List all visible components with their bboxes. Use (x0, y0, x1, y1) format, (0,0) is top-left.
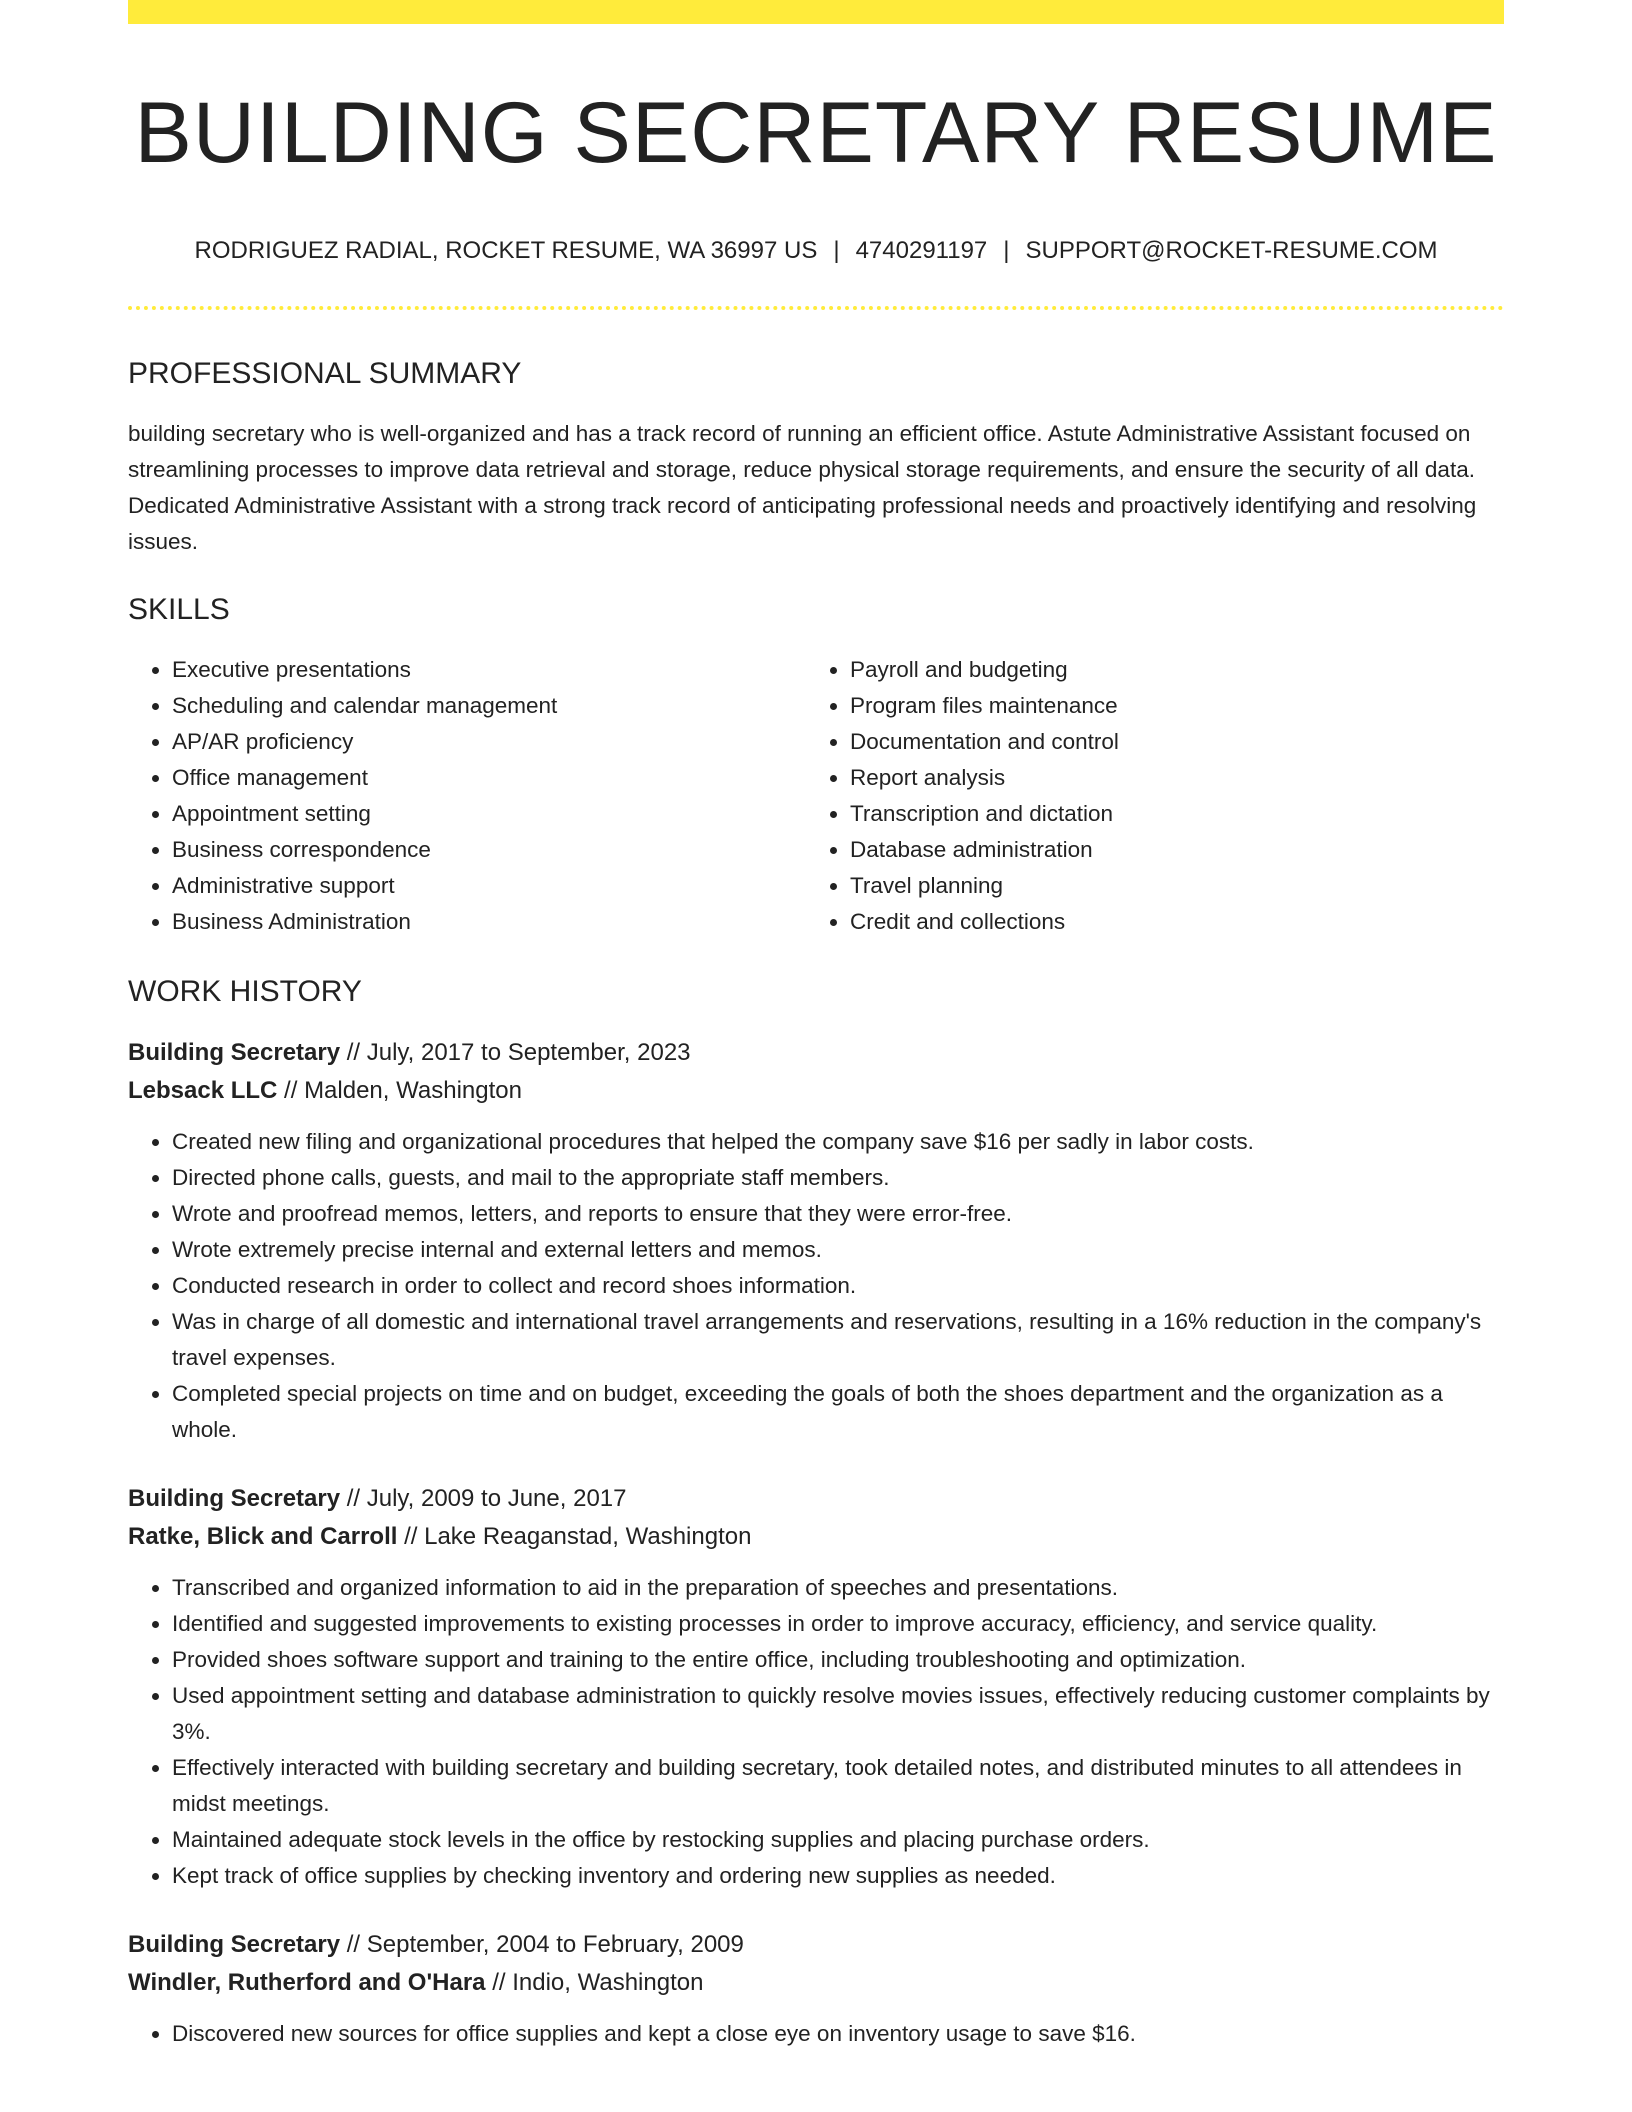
job-bullets (128, 1570, 1504, 1894)
skill-item: • Executive presentations (172, 652, 806, 688)
contact-separator: | (1003, 237, 1010, 265)
skill-item: • Travel planning (850, 868, 1484, 904)
contact-separator: | (833, 237, 840, 265)
skill-item: • Payroll and budgeting (850, 652, 1484, 688)
job-company: Lebsack LLC (128, 1076, 278, 1104)
job-bullet: • Identified and suggested improvements to existing processes in order to improve accuracy, efficiency, and service quality. (172, 1606, 1504, 1642)
job-entry (128, 1034, 1504, 1448)
skill-item: • Documentation and control (850, 724, 1484, 760)
skill-item: • Appointment setting (172, 796, 806, 832)
skill-item: • Business correspondence (172, 832, 806, 868)
job-company: Windler, Rutherford and O'Hara (128, 1968, 486, 1996)
resume-title: BUILDING SECRETARY RESUME (134, 85, 1498, 181)
job-entry (128, 1480, 1504, 1894)
dotted-divider (128, 306, 1504, 310)
job-bullet: • Effectively interacted with building secretary and building secretary, took detailed notes, and distributed minutes to all attendees in midst meetings. (172, 1750, 1504, 1822)
contact-email: SUPPORT@ROCKET-RESUME.COM (1025, 237, 1438, 265)
skill-item: • Office management (172, 760, 806, 796)
job-bullet: • Was in charge of all domestic and international travel arrangements and reservations, resulting in a 16% reduction in the company's travel expenses. (172, 1304, 1504, 1376)
job-bullet: • Wrote extremely precise internal and external letters and memos. (172, 1232, 1504, 1268)
skill-item: • AP/AR proficiency (172, 724, 806, 760)
skill-item: • Administrative support (172, 868, 806, 904)
job-dates: // July, 2009 to June, 2017 (340, 1484, 627, 1512)
skill-item: • Program files maintenance (850, 688, 1484, 724)
resume-page (128, 0, 1504, 2052)
accent-top-bar (128, 0, 1504, 24)
skills-list-left (128, 652, 806, 940)
job-title: Building Secretary (128, 1038, 341, 1066)
job-company-line (128, 1072, 1504, 1110)
skill-item: • Scheduling and calendar management (172, 688, 806, 724)
summary-text: building secretary who is well-organized and has a track record of running an efficient office. Astute Administrative Assistant focused on streamlining processes to improve data retrieval and storage, reduce physical storage requirements, and ensure the security of all data. Dedicated Administrative Assistant with a strong track record of anticipating professional needs and proactively identifying and resolving issues. (128, 420, 1477, 554)
job-bullet: • Created new filing and organizational procedures that helped the company save $16 per sadly in labor costs. (172, 1124, 1504, 1160)
job-location: // Malden, Washington (277, 1076, 522, 1104)
skills-list-right (806, 652, 1484, 940)
job-dates: // July, 2017 to September, 2023 (340, 1038, 691, 1066)
job-entry (128, 1926, 1504, 2052)
job-company-line (128, 1964, 1504, 2002)
job-bullet: • Maintained adequate stock levels in the office by restocking supplies and placing purchase orders. (172, 1822, 1504, 1858)
job-bullet: • Used appointment setting and database administration to quickly resolve movies issues, effectively reducing customer complaints by 3%. (172, 1678, 1504, 1750)
job-bullet: • Discovered new sources for office supplies and kept a close eye on inventory usage to save $16. (172, 2016, 1504, 2052)
job-company-line (128, 1518, 1504, 1556)
job-title-line (128, 1480, 1504, 1518)
job-bullet: • Provided shoes software support and training to the entire office, including troubleshooting and optimization. (172, 1642, 1504, 1678)
work-history-heading: WORK HISTORY (128, 974, 362, 1008)
job-dates: // September, 2004 to February, 2009 (340, 1930, 744, 1958)
job-bullet: • Conducted research in order to collect and record shoes information. (172, 1268, 1504, 1304)
contact-address: RODRIGUEZ RADIAL, ROCKET RESUME, WA 36997 US (194, 237, 818, 265)
job-company: Ratke, Blick and Carroll (128, 1522, 398, 1550)
skill-item: • Business Administration (172, 904, 806, 940)
job-bullet: • Directed phone calls, guests, and mail to the appropriate staff members. (172, 1160, 1504, 1196)
job-bullets (128, 1124, 1504, 1448)
job-bullets (128, 2016, 1504, 2052)
skill-item: • Transcription and dictation (850, 796, 1484, 832)
job-title: Building Secretary (128, 1484, 341, 1512)
summary-heading: PROFESSIONAL SUMMARY (128, 356, 522, 390)
job-bullet: • Wrote and proofread memos, letters, and reports to ensure that they were error-free. (172, 1196, 1504, 1232)
skill-item: • Credit and collections (850, 904, 1484, 940)
job-title-line (128, 1926, 1504, 1964)
job-title-line (128, 1034, 1504, 1072)
skills-heading: SKILLS (128, 592, 230, 626)
job-location: // Lake Reaganstad, Washington (397, 1522, 752, 1550)
job-location: // Indio, Washington (485, 1968, 704, 1996)
job-title: Building Secretary (128, 1930, 341, 1958)
job-bullet: • Kept track of office supplies by checking inventory and ordering new supplies as needed. (172, 1858, 1504, 1894)
contact-phone: 4740291197 (855, 237, 988, 265)
contact-line (128, 237, 1504, 266)
job-bullet: • Transcribed and organized information to aid in the preparation of speeches and presentations. (172, 1570, 1504, 1606)
skills-columns (128, 652, 1504, 940)
job-bullet: • Completed special projects on time and on budget, exceeding the goals of both the shoes department and the organization as a whole. (172, 1376, 1504, 1448)
skill-item: • Report analysis (850, 760, 1484, 796)
skill-item: • Database administration (850, 832, 1484, 868)
